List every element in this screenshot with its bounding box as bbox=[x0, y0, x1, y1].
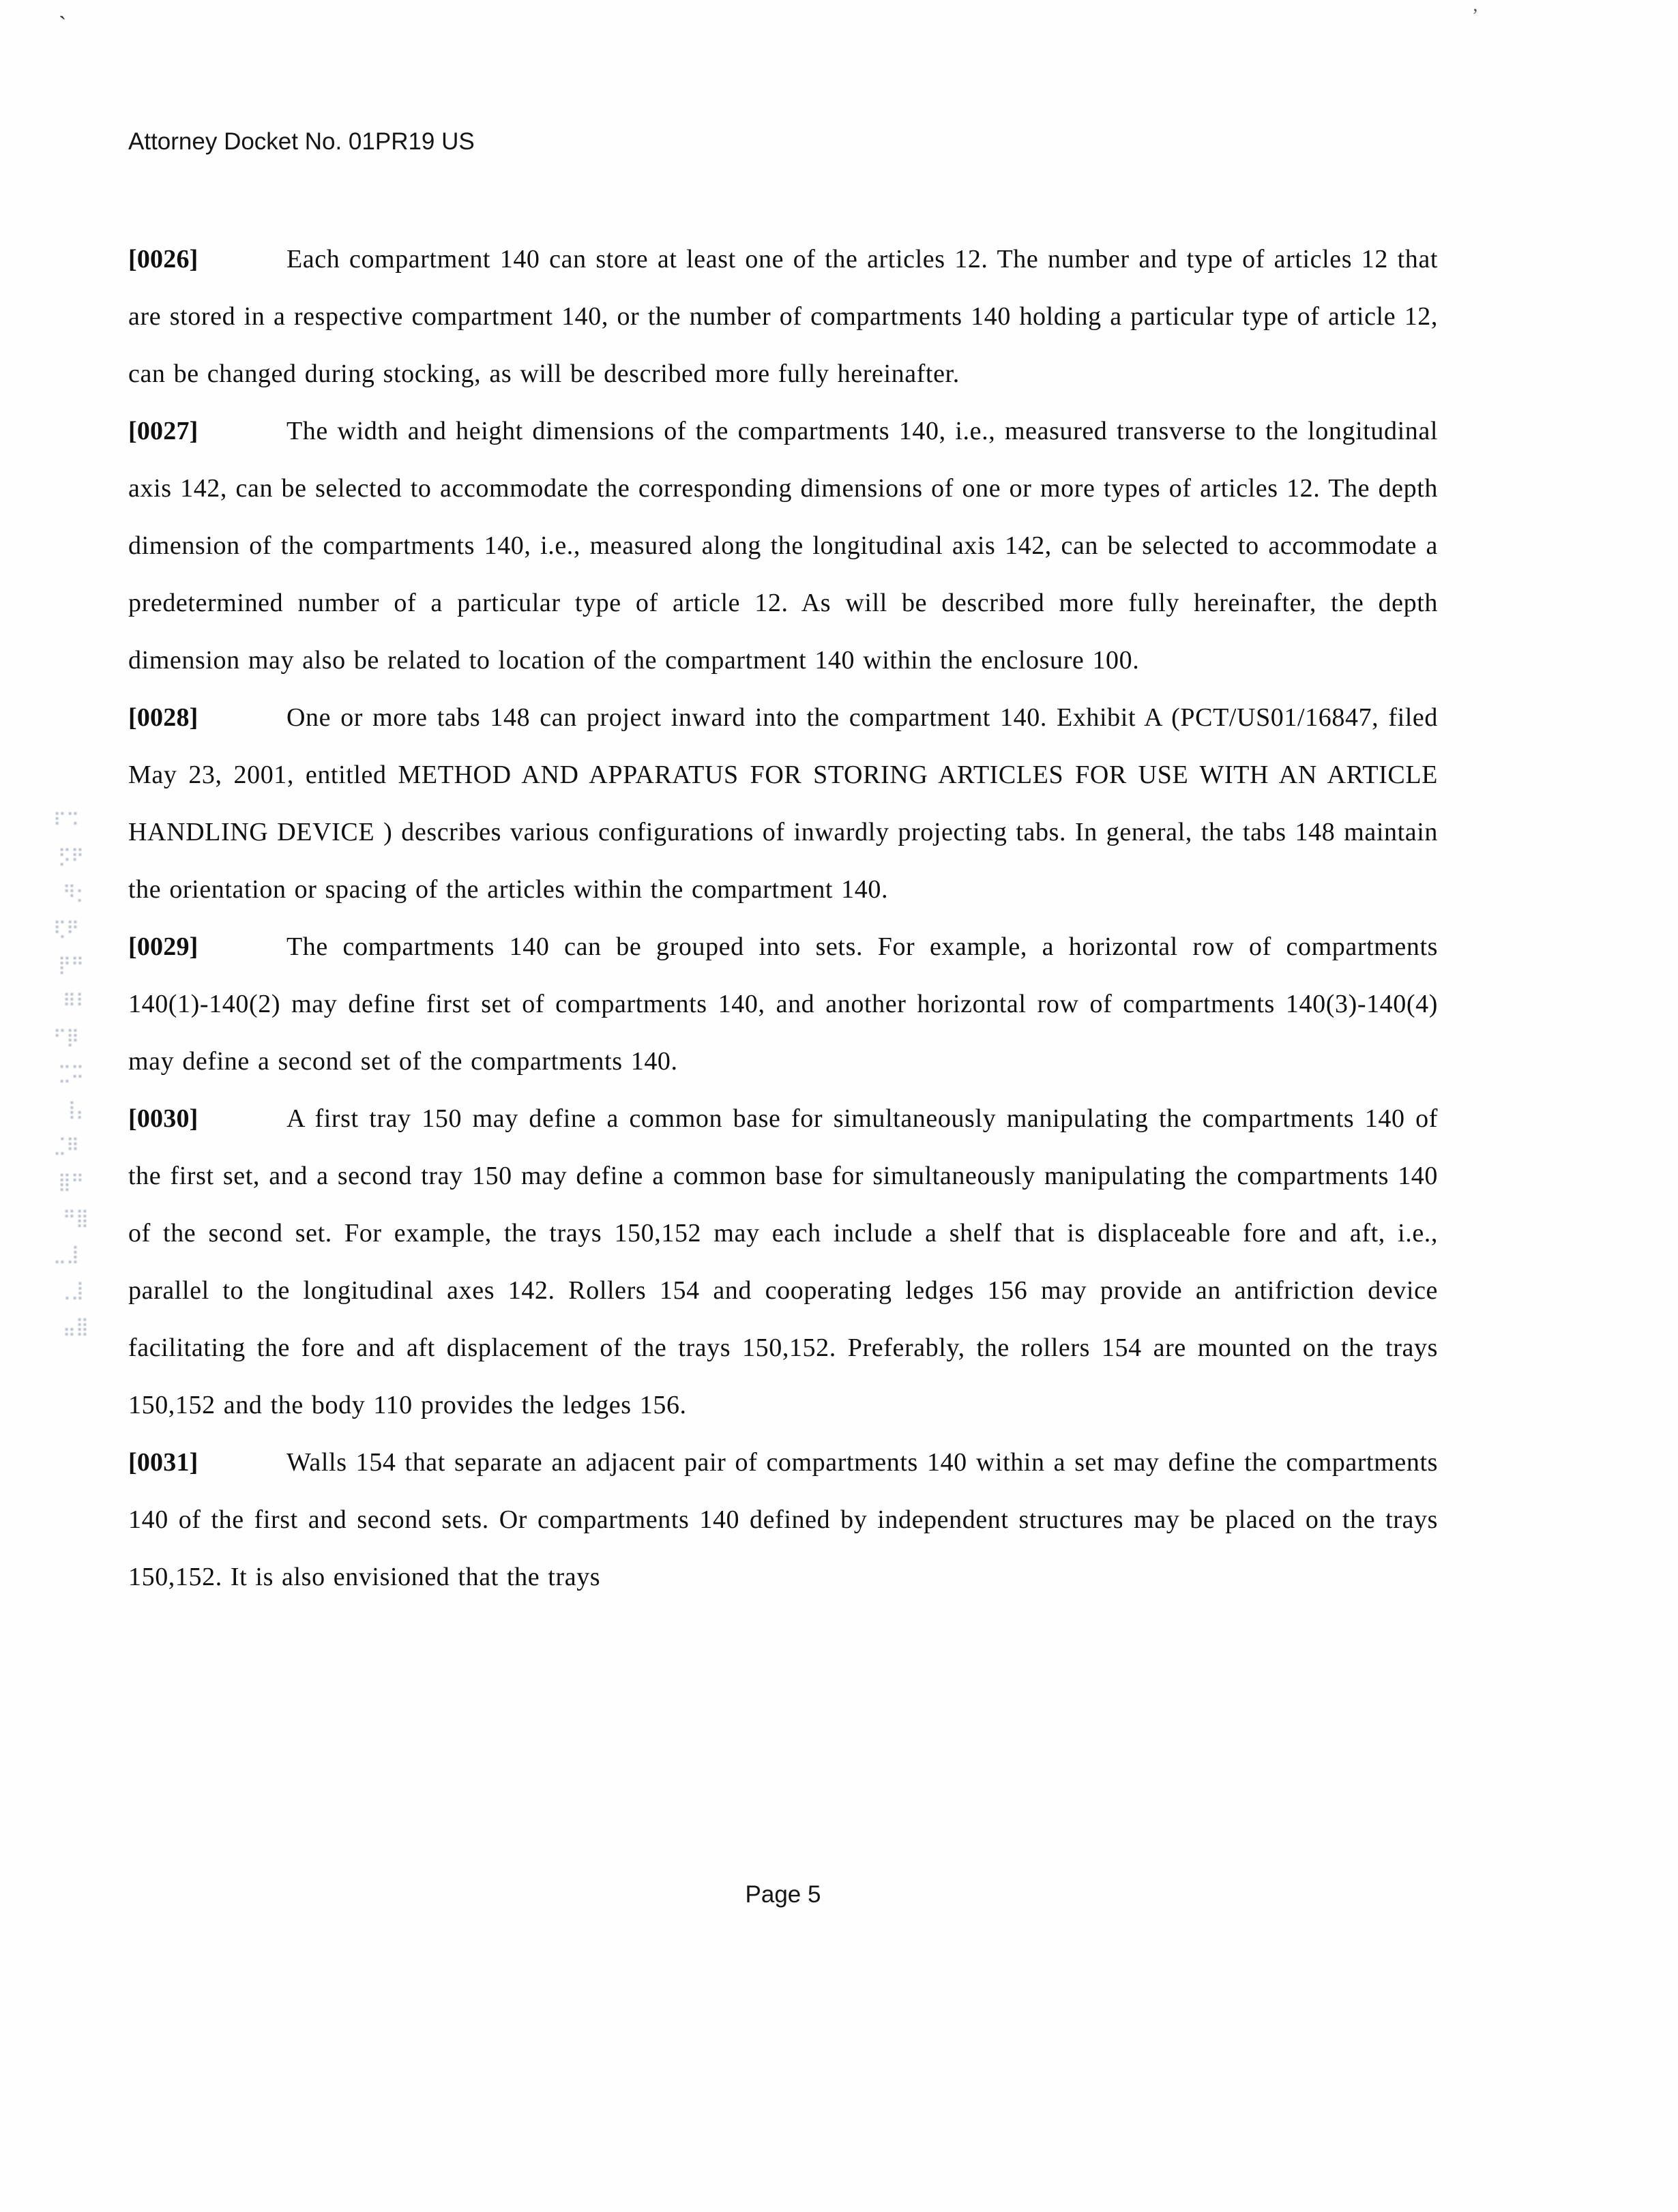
document-body bbox=[128, 231, 1438, 1606]
attorney-docket-header: Attorney Docket No. 01PR19 US bbox=[128, 128, 475, 155]
paragraph-text: Walls 154 that separate an adjacent pair of compartments 140 within a set may define the compartments 140 of the first and second sets. Or compartments 140 defined by independent structures may be placed on the trays 150,152. It is also envisioned that the trays bbox=[128, 1448, 1438, 1591]
paragraph bbox=[128, 689, 1438, 918]
paragraph-tag: [0026] bbox=[128, 245, 198, 274]
scan-artifact: ⢏⠟ bbox=[53, 919, 80, 939]
scan-artifact: ⠛⣿ bbox=[63, 1208, 89, 1228]
paragraph-text: The width and height dimensions of the compartments 140, i.e., measured transverse to the longitudinal axis 142, can be selected to accommodate the corresponding dimensions of one or more types of articles 12. The depth dimension of the compartments 140, i.e., measured along the longitudinal axis 142, can be selected to accommodate a predetermined number of a particular type of article 12. As will be described more fully hereinafter, the depth dimension may also be related to location of the compartment 140 within the enclosure 100. bbox=[128, 417, 1438, 675]
scan-artifact: ⡫⠟ bbox=[58, 846, 85, 867]
scan-speck-top-left: ` bbox=[59, 12, 67, 38]
scan-artifact: ⣉⠭ bbox=[58, 1063, 85, 1084]
scan-artifact: ⢸⡄ bbox=[63, 1100, 89, 1120]
paragraph bbox=[128, 231, 1438, 402]
scan-artifact: ⣀⣸ bbox=[53, 1244, 80, 1265]
page-number-footer: Page 5 bbox=[745, 1881, 821, 1908]
paragraph bbox=[128, 1434, 1438, 1606]
scan-artifact: ⠋⡿ bbox=[53, 1027, 80, 1048]
paragraph-tag: [0029] bbox=[128, 932, 198, 961]
paragraph-tag: [0027] bbox=[128, 417, 198, 445]
paragraph-text: The compartments 140 can be grouped into sets. For example, a horizontal row of compartments 140(1)-140(2) may define first set of compartments 140, and another horizontal row of compartments 140(3)-140(4) may define a second set of the compartments 140. bbox=[128, 932, 1438, 1076]
scan-artifact-column bbox=[53, 0, 94, 2212]
scan-artifact: ⡟⠛ bbox=[58, 955, 85, 975]
paragraph-text: One or more tabs 148 can project inward into the compartment 140. Exhibit A (PCT/US01/16847, filed May 23, 2001, entitled METHOD AND APPARATUS FOR STORING ARTICLES FOR USE WITH AN ARTICLE HANDLING DEVICE ) describes various configurations of inwardly projecting tabs. In general, the tabs 148 maintain the orientation or spacing of the articles within the compartment 140. bbox=[128, 703, 1438, 904]
scan-artifact: ⣿⠛ bbox=[58, 1172, 85, 1192]
scan-speck-top-right: ʼ bbox=[1472, 5, 1479, 27]
scan-artifact: ⣤⣿ bbox=[63, 1316, 89, 1337]
scan-artifact: ⢀⣸ bbox=[58, 1280, 85, 1301]
paragraph bbox=[128, 1090, 1438, 1434]
scan-artifact: ⠿⠇ bbox=[63, 991, 89, 1012]
scan-artifact: ⠏⠩ bbox=[53, 810, 80, 831]
scan-artifact: ⣈⠿ bbox=[53, 1136, 80, 1156]
paragraph bbox=[128, 402, 1438, 689]
scan-artifact: ⠻⡂ bbox=[63, 883, 89, 903]
paragraph bbox=[128, 918, 1438, 1090]
paragraph-text: Each compartment 140 can store at least one of the articles 12. The number and type of articles 12 that are stored in a respective compartment 140, or the number of compartments 140 holding a particular type of article 12, can be changed during stocking, as will be described more fully hereinafter. bbox=[128, 245, 1438, 388]
paragraph-text: A first tray 150 may define a common base for simultaneously manipulating the compartments 140 of the first set, and a second tray 150 may define a common base for simultaneously manipulating the compartments 140 of the second set. For example, the trays 150,152 may each include a shelf that is displaceable fore and aft, i.e., parallel to the longitudinal axes 142. Rollers 154 and cooperating ledges 156 may provide an antifriction device facilitating the fore and aft displacement of the trays 150,152. Preferably, the rollers 154 are mounted on the trays 150,152 and the body 110 provides the ledges 156. bbox=[128, 1104, 1438, 1419]
paragraph-tag: [0028] bbox=[128, 703, 198, 732]
paragraph-tag: [0030] bbox=[128, 1104, 198, 1133]
paragraph-tag: [0031] bbox=[128, 1448, 198, 1477]
